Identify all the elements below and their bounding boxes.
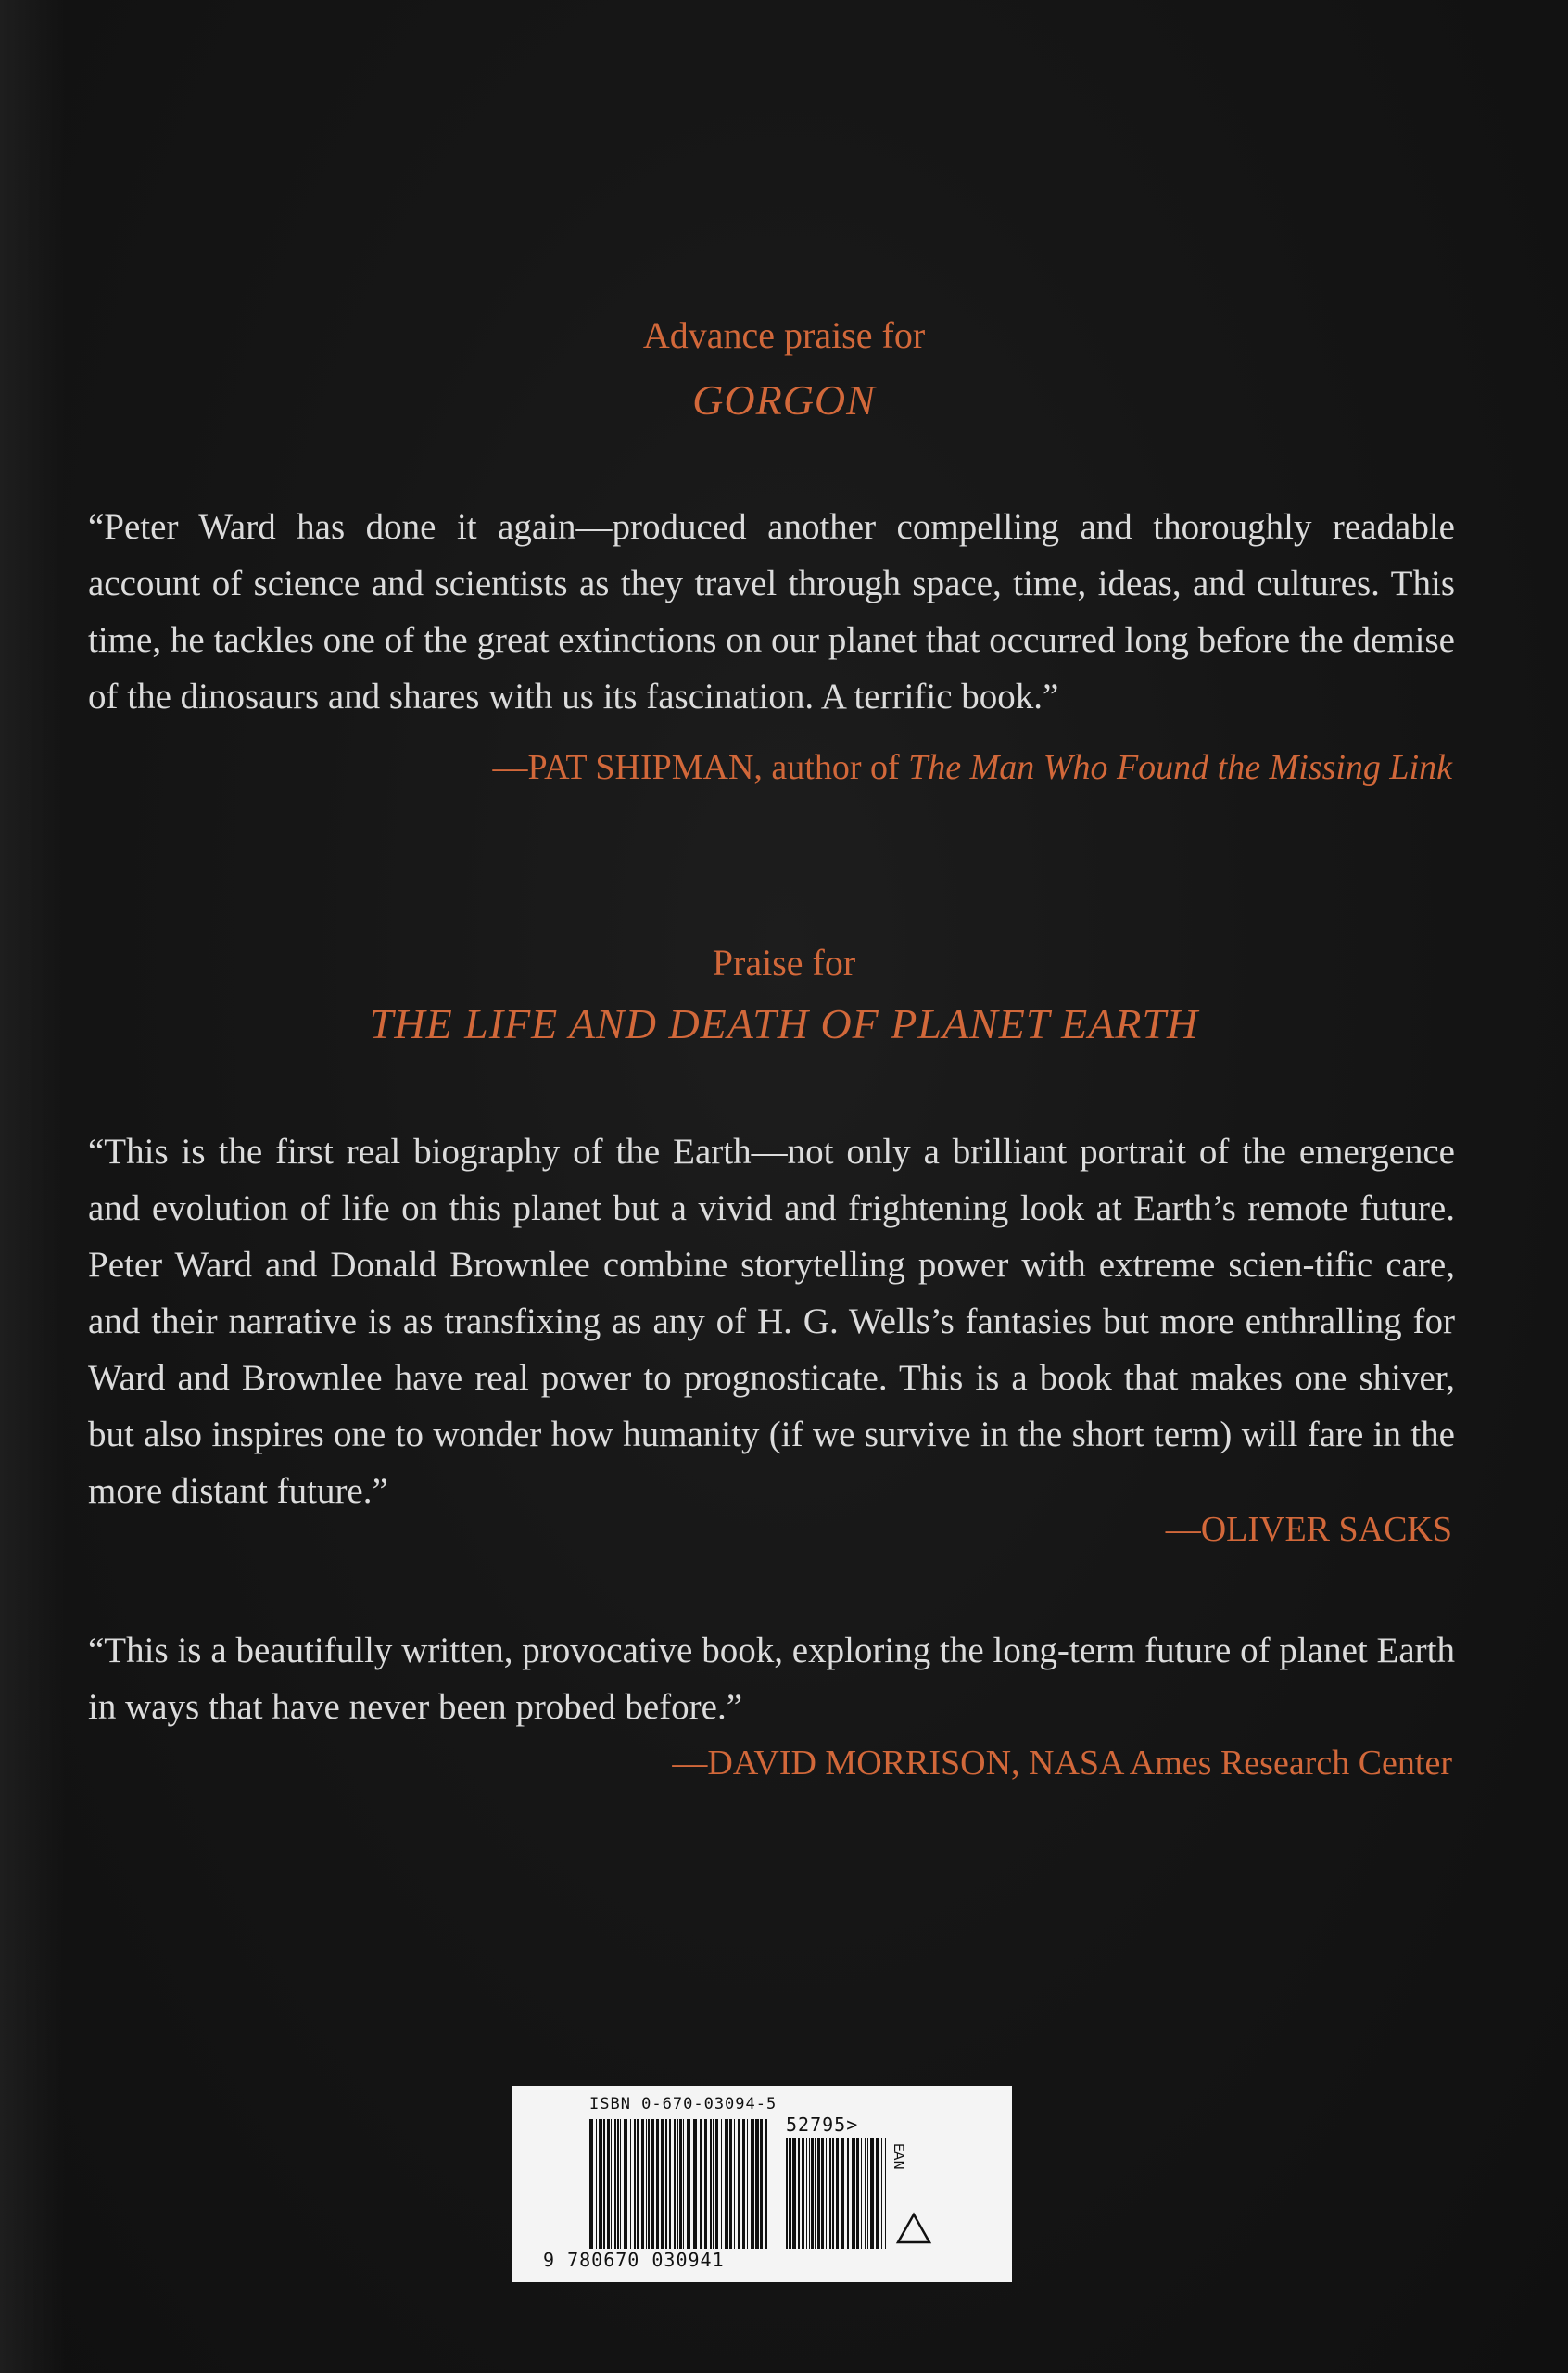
- barcode-stripe: [700, 2119, 702, 2249]
- barcode-stripe: [760, 2119, 763, 2249]
- barcode-stripe: [829, 2138, 831, 2249]
- oliver-sacks-attribution: —OLIVER SACKS: [1165, 1510, 1452, 1549]
- barcode-stripe: [683, 2119, 684, 2249]
- barcode-stripe: [603, 2119, 605, 2249]
- barcode-stripe: [751, 2119, 754, 2249]
- barcode-stripe: [802, 2138, 804, 2249]
- barcode-stripe: [710, 2119, 712, 2249]
- barcode-stripe: [704, 2119, 707, 2249]
- barcode-stripe: [674, 2119, 676, 2249]
- barcode-stripe: [721, 2119, 722, 2249]
- barcode-stripe: [738, 2119, 740, 2249]
- price-code: 52795>: [786, 2113, 859, 2136]
- barcode-stripe: [765, 2119, 767, 2249]
- barcode-stripe: [755, 2119, 759, 2249]
- barcode-stripe: [651, 2119, 654, 2249]
- attribution-name: —PAT SHIPMAN, author of: [492, 748, 909, 787]
- barcode-stripe: [725, 2119, 728, 2249]
- barcode-stripe: [617, 2119, 619, 2249]
- barcode-stripe: [599, 2119, 602, 2249]
- barcode-stripe: [596, 2119, 597, 2249]
- barcode-stripe: [589, 2119, 593, 2249]
- david-morrison-attribution: —DAVID MORRISON, NASA Ames Research Center: [672, 1744, 1452, 1783]
- gorgon-praise-heading: Advance praise for: [642, 314, 926, 356]
- attribution-book-title: The Man Who Found the Missing Link: [908, 748, 1452, 787]
- david-morrison-quote: “This is a beautifully written, provocative book, exploring the long-term future of planet Earth in ways that have never been probed before.”: [88, 1631, 1455, 1727]
- barcode-stripe: [614, 2119, 616, 2249]
- barcode-stripe: [661, 2119, 664, 2249]
- oliver-sacks-quote: “This is the first real biography of the Earth—not only a brilliant portrait of the emergence and evolution of life on this planet but a vivid and frightening look at Earth’s remote future. Peter Ward and Donald Brownlee combine storytelling power with extreme scien-tific care, and their narrative is as transfixing as any of H. G. Wells’s fantasies but more enthralling for Ward and Brownlee have real power to prognosticate. This is a book that makes one shiver, but also inspires one to wonder how humanity (if we survive in the short term) will fare in the more distant future.”: [88, 1132, 1455, 1511]
- barcode-stripe: [607, 2119, 610, 2249]
- barcode-stripe: [693, 2119, 697, 2249]
- barcode-stripe: [841, 2138, 844, 2249]
- barcode-stripe: [747, 2119, 748, 2249]
- planet-earth-title: THE LIFE AND DEATH OF PLANET EARTH: [369, 1000, 1199, 1047]
- ean-barcode-bars: [589, 2119, 770, 2249]
- barcode-stripe: [826, 2138, 827, 2249]
- gorgon-title: GORGON: [692, 376, 876, 424]
- barcode-stripe: [809, 2138, 810, 2249]
- barcode-stripe: [856, 2138, 859, 2249]
- barcode-stripe: [665, 2119, 667, 2249]
- barcode-stripe: [637, 2119, 639, 2249]
- barcode-stripe: [715, 2119, 718, 2249]
- pat-shipman-quote: “Peter Ward has done it again—produced another compelling and thoroughly readable account of science and scientists as they travel through space, time, ideas, and cultures. This time, he tackles one of the great extinctions on our planet that occurred long before the demise of the dinosaurs and shares with us its fascination. A terrific book.”: [88, 507, 1455, 717]
- barcode-stripe: [679, 2119, 682, 2249]
- isbn-number: ISBN 0-670-03094-5: [589, 2095, 778, 2113]
- barcode-stripe: [817, 2138, 820, 2249]
- barcode-stripe: [786, 2138, 788, 2249]
- barcode-stripe: [734, 2119, 735, 2249]
- barcode-stripe: [648, 2119, 650, 2249]
- barcode-stripe: [885, 2138, 886, 2249]
- barcode-stripe: [611, 2119, 612, 2249]
- barcode-stripe: [815, 2138, 816, 2249]
- barcode-stripe: [806, 2138, 807, 2249]
- barcode-stripe: [646, 2119, 647, 2249]
- barcode-stripe: [624, 2119, 626, 2249]
- barcode-stripe: [792, 2138, 796, 2249]
- pat-shipman-attribution: [492, 747, 1452, 788]
- price-barcode-bars: [786, 2138, 886, 2249]
- barcode-stripe: [867, 2138, 868, 2249]
- barcode-stripe: [832, 2138, 834, 2249]
- barcode-stripe: [789, 2138, 791, 2249]
- barcode-stripe: [836, 2138, 839, 2249]
- barcode-stripe: [641, 2119, 644, 2249]
- barcode-stripe: [876, 2138, 879, 2249]
- barcode-stripe: [626, 2119, 627, 2249]
- barcode-stripe: [656, 2119, 659, 2249]
- barcode-stripe: [865, 2138, 866, 2249]
- barcode-stripe: [742, 2119, 745, 2249]
- barcode-stripe: [861, 2138, 862, 2249]
- barcode-stripe: [713, 2119, 714, 2249]
- barcode-stripe: [798, 2138, 800, 2249]
- triangle-mark-icon: [895, 2212, 932, 2245]
- barcode-stripe: [620, 2119, 621, 2249]
- barcode-stripe: [870, 2138, 874, 2249]
- barcode-stripe: [852, 2138, 855, 2249]
- planet-earth-praise-heading: Praise for: [712, 942, 856, 983]
- barcode-stripe: [847, 2138, 849, 2249]
- ean-number: 9 780670 030941: [543, 2249, 725, 2271]
- barcode-stripe: [821, 2138, 824, 2249]
- barcode-stripe: [811, 2138, 814, 2249]
- ean-label: EAN: [891, 2143, 905, 2170]
- barcode-stripe: [634, 2119, 636, 2249]
- barcode-stripe: [881, 2138, 882, 2249]
- barcode-stripe: [687, 2119, 690, 2249]
- barcode-stripe: [729, 2119, 732, 2249]
- barcode-stripe: [630, 2119, 631, 2249]
- barcode-stripe: [677, 2119, 678, 2249]
- isbn-barcode: [512, 2086, 1012, 2282]
- barcode-stripe: [669, 2119, 671, 2249]
